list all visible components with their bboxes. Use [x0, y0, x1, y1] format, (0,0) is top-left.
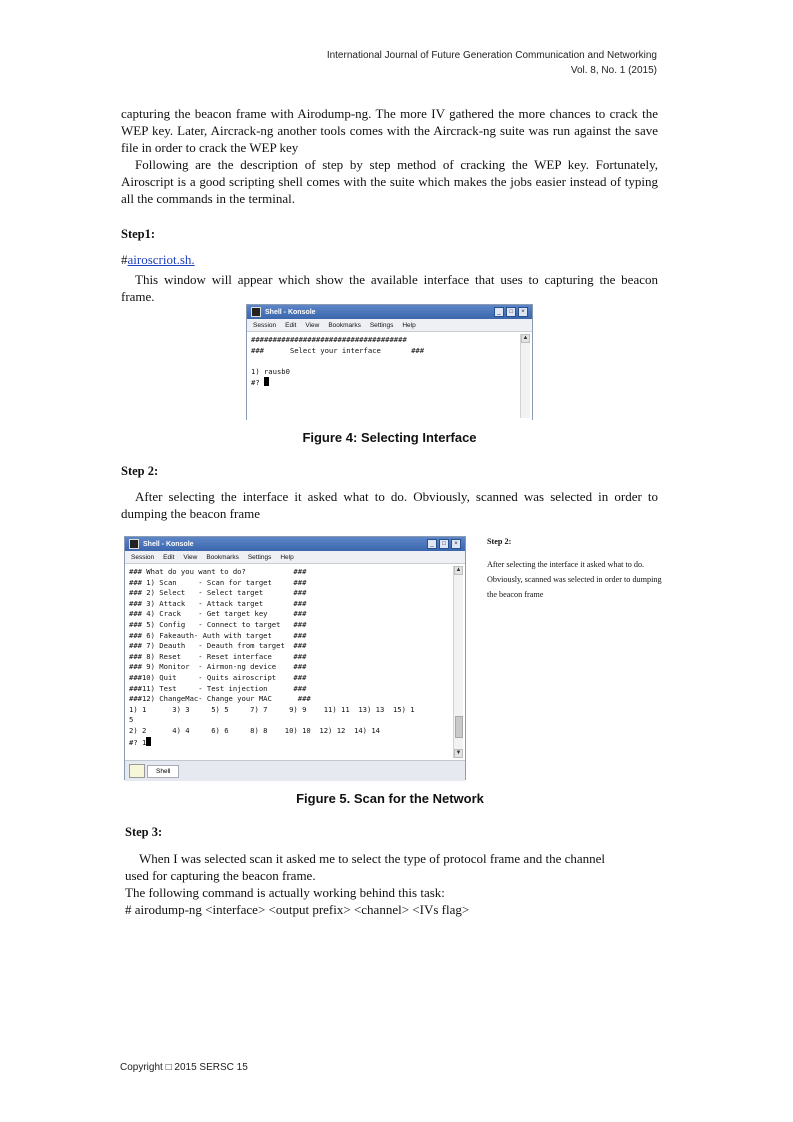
figure5-window-title: Shell - Konsole — [143, 540, 194, 548]
hash-symbol: # — [121, 252, 128, 267]
figure5-terminal[interactable] — [125, 564, 465, 760]
figure4-titlebar — [247, 305, 532, 319]
intro-paragraph-2: Following are the description of step by step method of cracking the WEP key. Fortunately, Airoscript is a good scripting shell comes with the suite which makes the jobs easier instead of typing all the commands in the terminal. — [121, 157, 658, 206]
figure5-terminal-text: ### What do you want to do? ### ### 1) Scan - Scan for target ### ### 2) Select - Select target ### ### 3) Attack - Attack target ### ### 4) Crack - Get target key ### ### 5) Config - Connect to target ### ### 6) Fakeauth- Auth with target ### ### 7) Deauth - Deauth from target ### ### 8) Reset - Reset interface ### ### 9) Monitor - Airmon-ng device ### ###10) Quit - Quits airoscript ### ###11) Test - Test injection ### ###12) ChangeMac- Change your MAC ### 1) 1 3) 3 5) 5 7) 7 9) 9 11) 11 13) 13 15) 1 5 2) 2 4) 4 6) 6 8) 8 10) 10 12) 12 14) 14 #? 1 — [129, 567, 415, 747]
close-icon[interactable]: × — [451, 539, 461, 549]
step1-description: This window will appear which show the available interface that uses to capturing the beacon frame. — [121, 272, 658, 304]
figure5-menubar — [125, 551, 465, 564]
menu-session[interactable]: Session — [131, 553, 155, 561]
figure4-window-title: Shell - Konsole — [265, 308, 316, 316]
menu-view[interactable]: View — [305, 321, 320, 329]
running-header — [327, 48, 657, 78]
menu-help[interactable]: Help — [280, 553, 294, 561]
menu-bookmarks[interactable]: Bookmarks — [328, 321, 361, 329]
menu-view[interactable]: View — [183, 553, 198, 561]
figure5-caption: Figure 5. Scan for the Network — [296, 791, 484, 806]
menu-edit[interactable]: Edit — [163, 553, 175, 561]
figure4-terminal[interactable] — [247, 332, 532, 420]
terminal-cursor — [146, 737, 151, 746]
tab-shell[interactable]: Shell — [147, 765, 179, 778]
terminal-icon — [129, 539, 139, 549]
figure4-terminal-output — [247, 332, 532, 392]
airodump-command: # airodump-ng <interface> <output prefix> <channel> <IVs flag> — [125, 902, 470, 917]
figure4-scrollbar[interactable] — [520, 334, 530, 418]
side-note — [487, 534, 667, 602]
terminal-icon — [251, 307, 261, 317]
intro-paragraph-1: capturing the beacon frame with Airodump-ng. The more IV gathered the more chances to crack the WEP key. Later, Aircrack-ng another tools comes with the Aircrack-ng suite was run against the save file in order to crack the WEP key — [121, 106, 658, 155]
figure5-tabbar — [125, 760, 465, 781]
step3-heading: Step 3: — [125, 825, 163, 839]
figure4-menubar — [247, 319, 532, 332]
scroll-up-arrow-icon[interactable]: ▲ — [522, 335, 529, 341]
menu-edit[interactable]: Edit — [285, 321, 297, 329]
menu-bookmarks[interactable]: Bookmarks — [206, 553, 239, 561]
volume-info: Vol. 8, No. 1 (2015) — [570, 65, 657, 76]
scroll-thumb[interactable] — [455, 716, 463, 738]
menu-help[interactable]: Help — [402, 321, 416, 329]
minimize-icon[interactable]: _ — [427, 539, 437, 549]
side-note-title: Step 2: — [487, 537, 512, 546]
step1-command-line — [121, 251, 658, 268]
menu-session[interactable]: Session — [253, 321, 277, 329]
airoscript-link[interactable]: airoscriot.sh. — [127, 252, 195, 267]
figure5-titlebar — [125, 537, 465, 551]
journal-title: International Journal of Future Generation Communication and Networking — [326, 50, 657, 61]
step1-heading: Step1: — [121, 227, 156, 241]
figure5-terminal-output — [125, 564, 465, 751]
copyright-footer: Copyright □ 2015 SERSC 15 — [120, 1062, 248, 1073]
figure4-konsole-window — [246, 304, 533, 420]
figure4-caption: Figure 4: Selecting Interface — [302, 430, 477, 445]
step2-heading: Step 2: — [121, 464, 159, 478]
close-icon[interactable]: × — [518, 307, 528, 317]
maximize-icon[interactable]: □ — [506, 307, 516, 317]
step3-description: When I was selected scan it asked me to select the type of protocol frame and the channel used for capturing the beacon frame. — [125, 851, 606, 883]
scroll-up-arrow-icon[interactable]: ▲ — [455, 567, 462, 573]
figure5-konsole-window — [124, 536, 466, 780]
minimize-icon[interactable]: _ — [494, 307, 504, 317]
step3-intro: The following command is actually working behind this task: — [125, 885, 445, 900]
terminal-cursor — [264, 377, 269, 386]
figure5-scrollbar[interactable] — [453, 566, 463, 758]
figure4-terminal-text: #################################### ### Select your interface ### 1) rausb0 #? — [251, 335, 425, 388]
scroll-down-arrow-icon[interactable]: ▼ — [455, 750, 462, 756]
side-note-text: After selecting the interface it asked what to do. Obviously, scanned was selected in order to dumping the beacon frame — [487, 560, 662, 599]
step2-description: After selecting the interface it asked what to do. Obviously, scanned was selected in order to dumping the beacon frame — [121, 489, 658, 521]
menu-settings[interactable]: Settings — [369, 321, 394, 329]
maximize-icon[interactable]: □ — [439, 539, 449, 549]
new-tab-icon[interactable] — [129, 764, 145, 778]
menu-settings[interactable]: Settings — [247, 553, 272, 561]
